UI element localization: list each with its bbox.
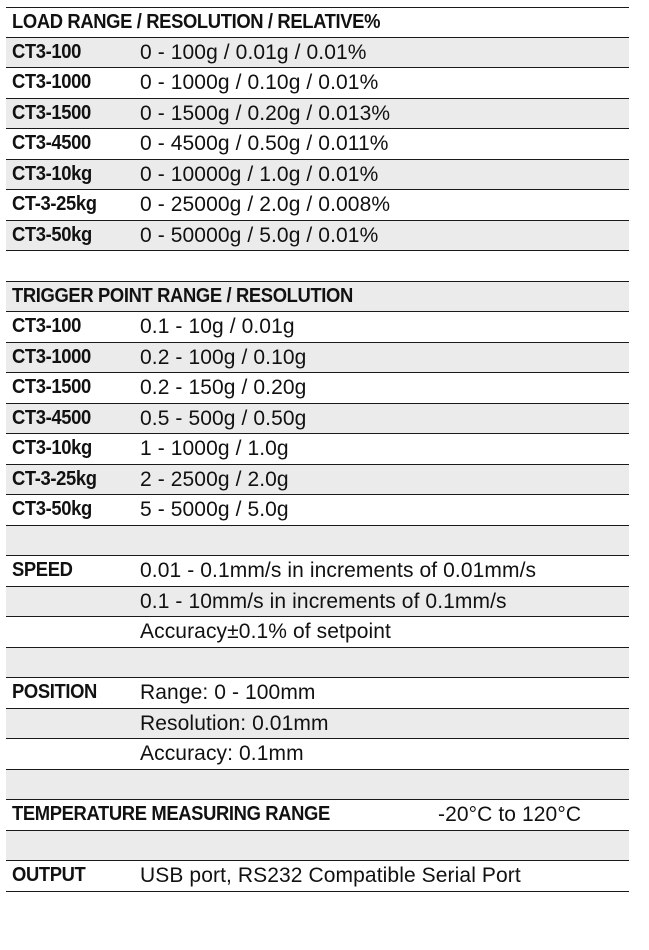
speed-value: Accuracy±0.1% of setpoint — [140, 620, 391, 643]
trigger-row — [6, 312, 629, 343]
position-row — [6, 709, 629, 740]
trigger-model: CT3-1000 — [12, 345, 91, 368]
load-header: LOAD RANGE / RESOLUTION / RELATIVE% — [12, 11, 381, 33]
load-row — [6, 221, 629, 252]
trigger-value: 0.1 - 10g / 0.01g — [140, 315, 295, 338]
trigger-row — [6, 434, 629, 465]
position-row — [6, 739, 629, 770]
trigger-value: 5 - 5000g / 5.0g — [140, 498, 289, 521]
spacer-row — [6, 648, 629, 679]
trigger-model: CT-3-25kg — [12, 467, 97, 490]
trigger-row — [6, 465, 629, 496]
speed-row — [6, 556, 629, 587]
position-value: Accuracy: 0.1mm — [140, 742, 304, 765]
trigger-row — [6, 495, 629, 526]
load-row — [6, 99, 629, 130]
trigger-row — [6, 343, 629, 374]
trigger-value: 0.2 - 150g / 0.20g — [140, 376, 307, 399]
output-label: OUTPUT — [12, 864, 86, 886]
load-row — [6, 38, 629, 69]
trigger-header: TRIGGER POINT RANGE / RESOLUTION — [12, 284, 353, 307]
speed-row — [6, 587, 629, 618]
trigger-value: 0.2 - 100g / 0.10g — [140, 345, 307, 369]
speed-value: 0.01 - 0.1mm/s in increments of 0.01mm/s — [140, 559, 537, 582]
position-value: Resolution: 0.01mm — [140, 711, 329, 735]
trigger-value: 0.5 - 500g / 0.50g — [140, 406, 307, 430]
load-value: 0 - 1500g / 0.20g / 0.013% — [140, 101, 391, 125]
output-value: USB port, RS232 Compatible Serial Port — [140, 864, 521, 887]
output-row — [6, 861, 629, 892]
trigger-model: CT3-50kg — [12, 498, 92, 520]
load-value: 0 - 100g / 0.01g / 0.01% — [140, 40, 367, 64]
spacer-row — [6, 770, 629, 801]
trigger-model: CT3-100 — [12, 315, 82, 337]
trigger-row — [6, 404, 629, 435]
spacer-row — [6, 831, 629, 862]
trigger-model: CT3-10kg — [12, 437, 92, 459]
speed-value: 0.1 - 10mm/s in increments of 0.1mm/s — [140, 589, 507, 613]
trigger-value: 1 - 1000g / 1.0g — [140, 437, 289, 460]
trigger-row — [6, 373, 629, 404]
load-value: 0 - 25000g / 2.0g / 0.008% — [140, 193, 391, 216]
trigger-header-row — [6, 282, 629, 313]
load-row — [6, 129, 629, 160]
spec-sheet — [6, 7, 629, 892]
temperature-label: TEMPERATURE MEASURING RANGE — [12, 803, 330, 825]
speed-row — [6, 617, 629, 648]
load-row — [6, 190, 629, 221]
trigger-model: CT3-4500 — [12, 406, 91, 429]
speed-label: SPEED — [12, 559, 73, 581]
load-model: CT3-100 — [12, 40, 82, 63]
load-header-row — [6, 7, 629, 38]
spacer-row — [6, 526, 629, 557]
load-model: CT3-1500 — [12, 101, 91, 124]
load-model: CT3-4500 — [12, 132, 91, 154]
load-model: CT3-50kg — [12, 223, 92, 246]
load-row — [6, 68, 629, 99]
trigger-value: 2 - 2500g / 2.0g — [140, 467, 289, 491]
temperature-value: -20°C to 120°C — [438, 803, 582, 826]
spacer-row — [6, 251, 629, 282]
load-model: CT-3-25kg — [12, 193, 97, 215]
load-value: 0 - 1000g / 0.10g / 0.01% — [140, 71, 379, 94]
trigger-model: CT3-1500 — [12, 376, 91, 398]
load-model: CT3-10kg — [12, 162, 92, 185]
load-model: CT3-1000 — [12, 71, 91, 93]
load-value: 0 - 50000g / 5.0g / 0.01% — [140, 223, 379, 247]
load-row — [6, 160, 629, 191]
temperature-row — [6, 800, 629, 831]
load-value: 0 - 10000g / 1.0g / 0.01% — [140, 162, 379, 186]
position-row — [6, 678, 629, 709]
position-value: Range: 0 - 100mm — [140, 681, 316, 704]
position-label: POSITION — [12, 681, 97, 703]
load-value: 0 - 4500g / 0.50g / 0.011% — [140, 132, 389, 155]
